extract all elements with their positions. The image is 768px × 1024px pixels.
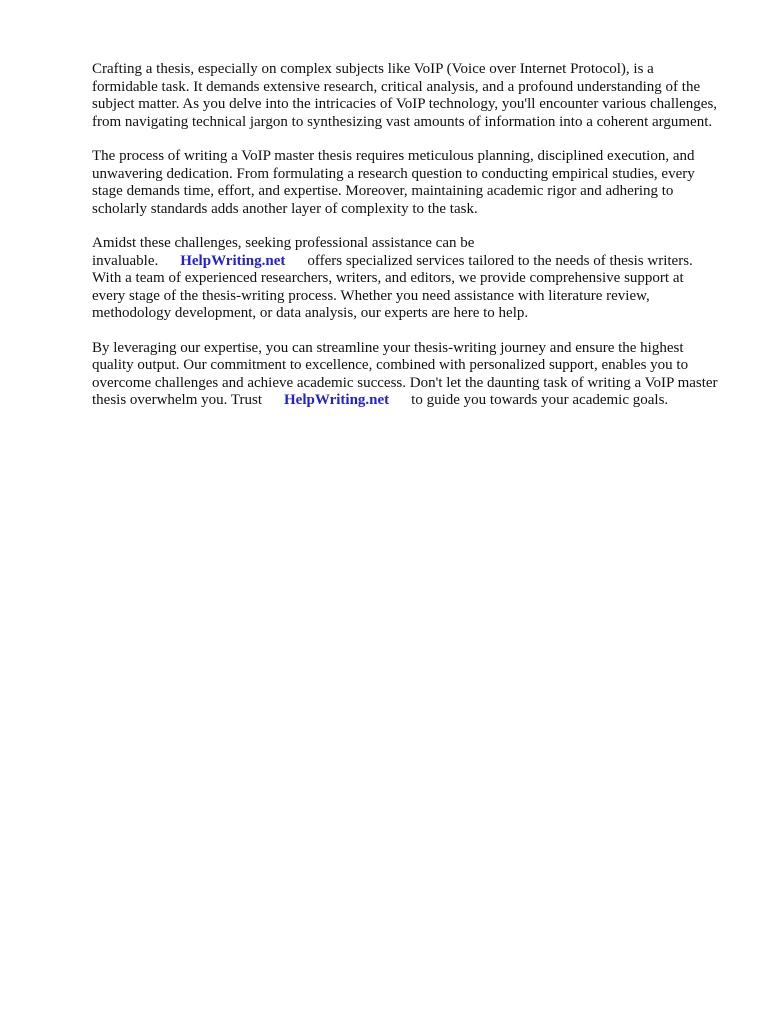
paragraph-conclusion <box>92 340 720 410</box>
paragraph-intro: Crafting a thesis, especially on complex subjects like VoIP (Voice over Internet Protocol), is a formidable task. It demands extensive research, critical analysis, and a profound understanding of the subject matter. As you delve into the intricacies of VoIP technology, you'll encounter various challenges, from navigating technical jargon to synthesizing vast amounts of information into a coherent argument. <box>92 61 718 130</box>
paragraph-assistance-text-after: offers specialized services tailored to the needs of thesis writers. With a team of experienced researchers, writers, and editors, we provide comprehensive support at every stage of the thesis-writing process. Whether you need assistance with literature review, methodology development, or data analysis, our experts are here to help. <box>92 252 693 321</box>
paragraph-assistance <box>92 235 720 323</box>
document-page <box>92 61 720 427</box>
helpwriting-link[interactable]: HelpWriting.net <box>180 252 286 269</box>
paragraph-conclusion-text-after: to guide you towards your academic goals. <box>411 392 669 408</box>
helpwriting-link-trust[interactable]: HelpWriting.net <box>284 392 390 408</box>
paragraph-process: The process of writing a VoIP master thesis requires meticulous planning, disciplined execution, and unwavering dedication. From formulating a research question to conducting empirical studies, every stage demands time, effort, and expertise. Moreover, maintaining academic rigor and adhering to scholarly standards adds another layer of complexity to the task. <box>92 148 695 217</box>
paragraph-assistance-text-before: Amidst these challenges, seeking professional assistance can be invaluable. <box>92 235 475 269</box>
paragraph-conclusion-text-before: By leveraging our expertise, you can streamline your thesis-writing journey and ensure the highest quality output. Our commitment to excellence, combined with personalized support, enables you to overcome challenges and achieve academic success. Don't let the daunting task of writing a VoIP master thesis overwhelm you. Trust <box>92 339 718 408</box>
